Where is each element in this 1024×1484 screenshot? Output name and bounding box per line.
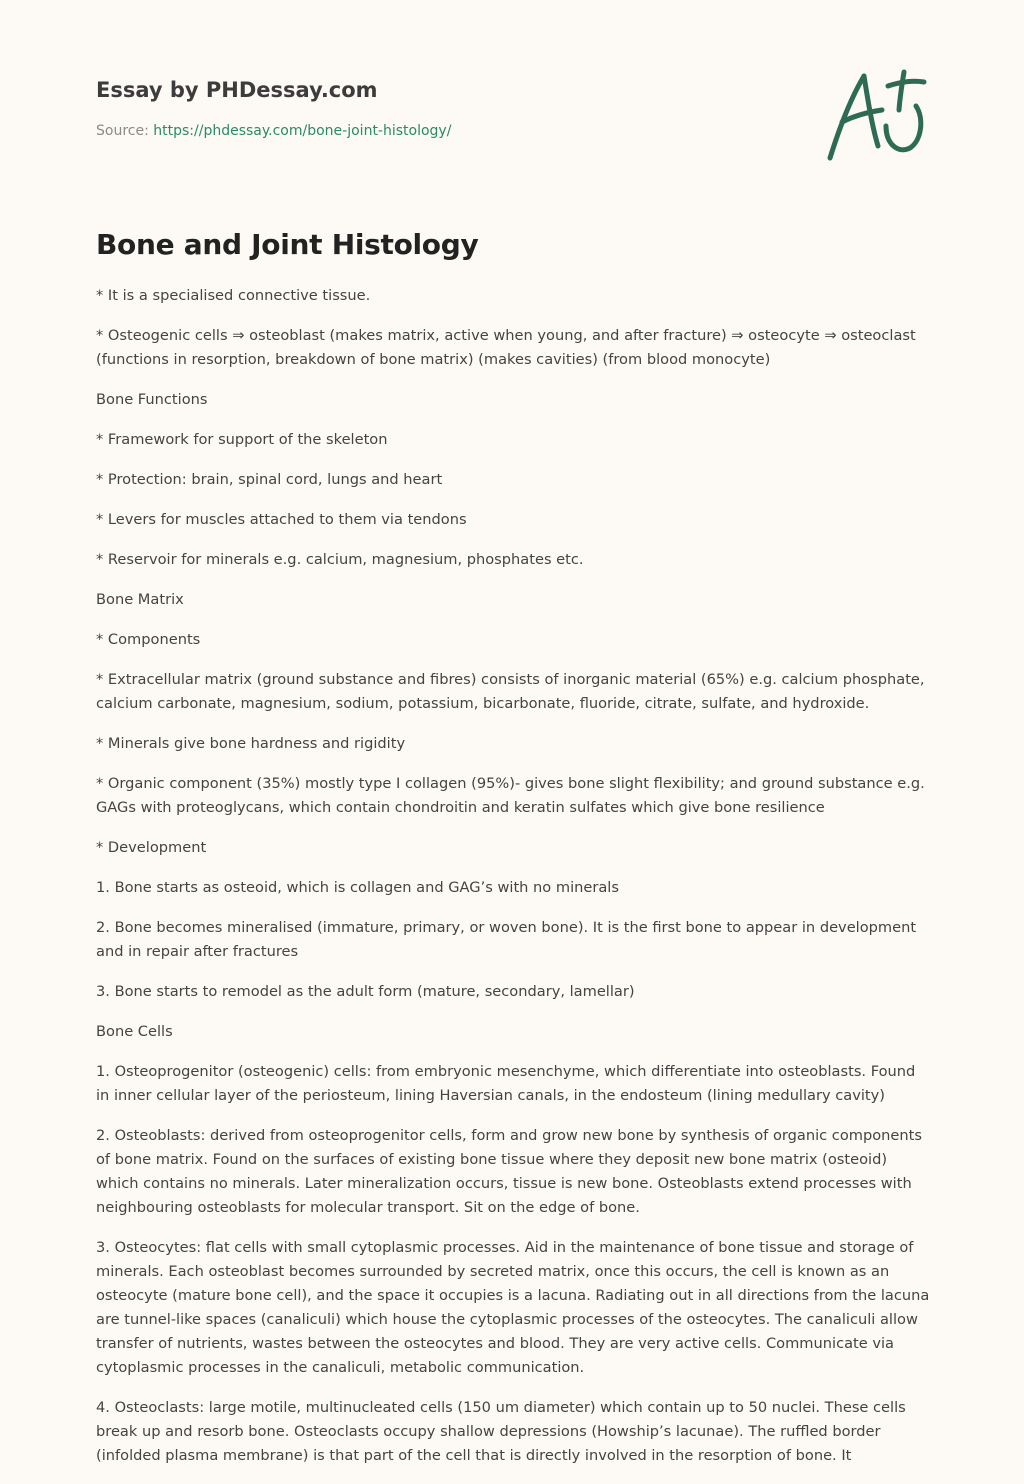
a-plus-logo-icon (820, 66, 930, 166)
section-heading: Bone Functions (96, 391, 208, 408)
paragraph: 2. Osteoblasts: derived from osteoprogenitor cells, form and grow new bone by synthesis of organic components of bone matrix. Found on the surfaces of existing bone tissue where they deposit new bone matrix (osteoid) which contains no minerals. Later mineralization occurs, tissue is new bone. Osteoblasts extend processes with neighbouring osteoblasts for molecular transport. Sit on the edge of bone. (96, 1127, 922, 1216)
paragraph: * Levers for muscles attached to them via tendons (96, 511, 467, 528)
paragraph: * Protection: brain, spinal cord, lungs and heart (96, 471, 443, 488)
source-link[interactable]: https://phdessay.com/bone-joint-histology/ (153, 123, 452, 139)
paragraph: * Development (96, 839, 207, 856)
paragraph: 4. Osteoclasts: large motile, multinucleated cells (150 um diameter) which contain up to 50 nuclei. These cells break up and resorb bone. Osteoclasts occupy shallow depressions (Howship’s lacunae). The ruffled border (infolded plasma membrane) is that part of the cell that is directly involved in the resorption of bone. It (96, 1399, 906, 1464)
paragraph: * Osteogenic cells ⇒ osteoblast (makes matrix, active when young, and after fracture) ⇒ osteocyte ⇒ osteoclast (functions in resorption, breakdown of bone matrix) (makes cavities) (from blood monocyte) (96, 327, 916, 368)
article-body (96, 284, 932, 1484)
paragraph: * Organic component (35%) mostly type I collagen (95%)- gives bone slight flexibility; and ground substance e.g. GAGs with proteoglycans, which contain chondroitin and keratin sulfates which give bone resilience (96, 775, 925, 816)
paragraph: * Extracellular matrix (ground substance and fibres) consists of inorganic material (65%) e.g. calcium phosphate, calcium carbonate, magnesium, sodium, potassium, bicarbonate, fluoride, citrate, sulfate, and hydroxide. (96, 671, 925, 712)
paragraph: 2. Bone becomes mineralised (immature, primary, or woven bone). It is the first bone to appear in development and in repair after fractures (96, 919, 917, 960)
source-label: Source: (96, 123, 154, 139)
article-title: Bone and Joint Histology (96, 228, 479, 261)
paragraph: * Minerals give bone hardness and rigidity (96, 735, 406, 752)
paragraph: * Reservoir for minerals e.g. calcium, magnesium, phosphates etc. (96, 551, 584, 568)
paragraph: 3. Osteocytes: flat cells with small cytoplasmic processes. Aid in the maintenance of bone tissue and storage of minerals. Each osteoblast becomes surrounded by secreted matrix, once this occurs, the cell is known as an osteocyte (mature bone cell), and the space it occupies is a lacuna. Radiating out in all directions from the lacuna are tunnel-like spaces (canaliculi) which house the cytoplasmic processes of the osteocytes. The canaliculi allow transfer of nutrients, wastes between the osteocytes and blood. They are very active cells. Communicate via cytoplasmic processes in the canaliculi, metabolic communication. (96, 1239, 930, 1376)
essay-header (96, 76, 796, 141)
paragraph: * It is a specialised connective tissue. (96, 287, 371, 304)
paragraph: 1. Bone starts as osteoid, which is collagen and GAG’s with no minerals (96, 879, 619, 896)
paragraph: * Components (96, 631, 201, 648)
section-heading: Bone Cells (96, 1023, 173, 1040)
paragraph: 3. Bone starts to remodel as the adult form (mature, secondary, lamellar) (96, 983, 635, 1000)
section-heading: Bone Matrix (96, 591, 184, 608)
paragraph: * Framework for support of the skeleton (96, 431, 388, 448)
brand-title: Essay by PHDessay.com (96, 78, 378, 102)
paragraph: 1. Osteoprogenitor (osteogenic) cells: from embryonic mesenchyme, which differentiate into osteoblasts. Found in inner cellular layer of the periosteum, lining Haversian canals, in the endosteum (lining medullary cavity) (96, 1063, 916, 1104)
source-line (96, 121, 796, 141)
